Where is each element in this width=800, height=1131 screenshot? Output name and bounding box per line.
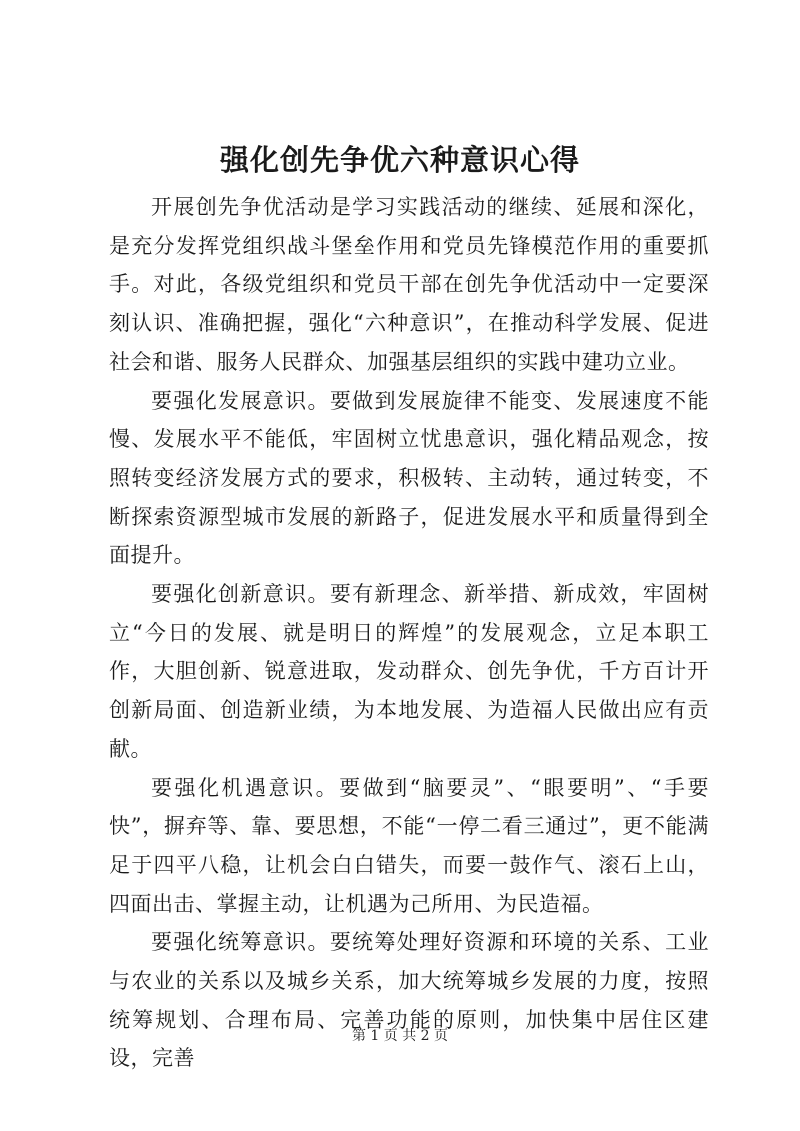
paragraph-innovation: 要强化创新意识。要有新理念、新举措、新成效，牢固树立“今日的发展、就是明日的辉煌”的发展观念，立足本职工作，大胆创新、锐意进取，发动群众、创先争优，千方百计开创新局面、创造新业绩，为本地发展、为造福人民做出应有贡献。: [109, 582, 709, 761]
page-number-footer: 第 1 页 共 2 页: [351, 1028, 449, 1044]
document-title: 强化创先争优六种意识心得: [219, 143, 580, 177]
paragraph-development: 要强化发展意识。要做到发展旋律不能变、发展速度不能慢、发展水平不能低，牢固树立忧患意识，强化精品观念，按照转变经济发展方式的要求，积极转、主动转，通过转变，不断探索资源型城市发展的新路子，促进发展水平和质量得到全面提升。: [109, 388, 709, 568]
document-body: [109, 188, 709, 1078]
paragraph-coordination: 要强化统筹意识。要统筹处理好资源和环境的关系、工业与农业的关系以及城乡关系，加大统筹城乡发展的力度，按照统筹规划、合理布局、完善功能的原则，加快集中居住区建设，完善: [109, 930, 709, 1071]
paragraph-opportunity: 要强化机遇意识。要做到“脑要灵”、“眼要明”、“手要快”，摒弃等、靠、要思想，不能“一停二看三通过”，更不能满足于四平八稳，让机会白白错失，而要一鼓作气、滚石上山，四面出击、掌握主动，让机遇为己所用、为民造福。: [109, 775, 709, 916]
paragraph-intro: 开展创先争优活动是学习实践活动的继续、延展和深化，是充分发挥党组织战斗堡垒作用和党员先锋模范作用的重要抓手。对此，各级党组织和党员干部在创先争优活动中一定要深刻认识、准确把握，强化“六种意识”，在推动科学发展、促进社会和谐、服务人民群众、加强基层组织的实践中建功立业。: [109, 195, 709, 374]
